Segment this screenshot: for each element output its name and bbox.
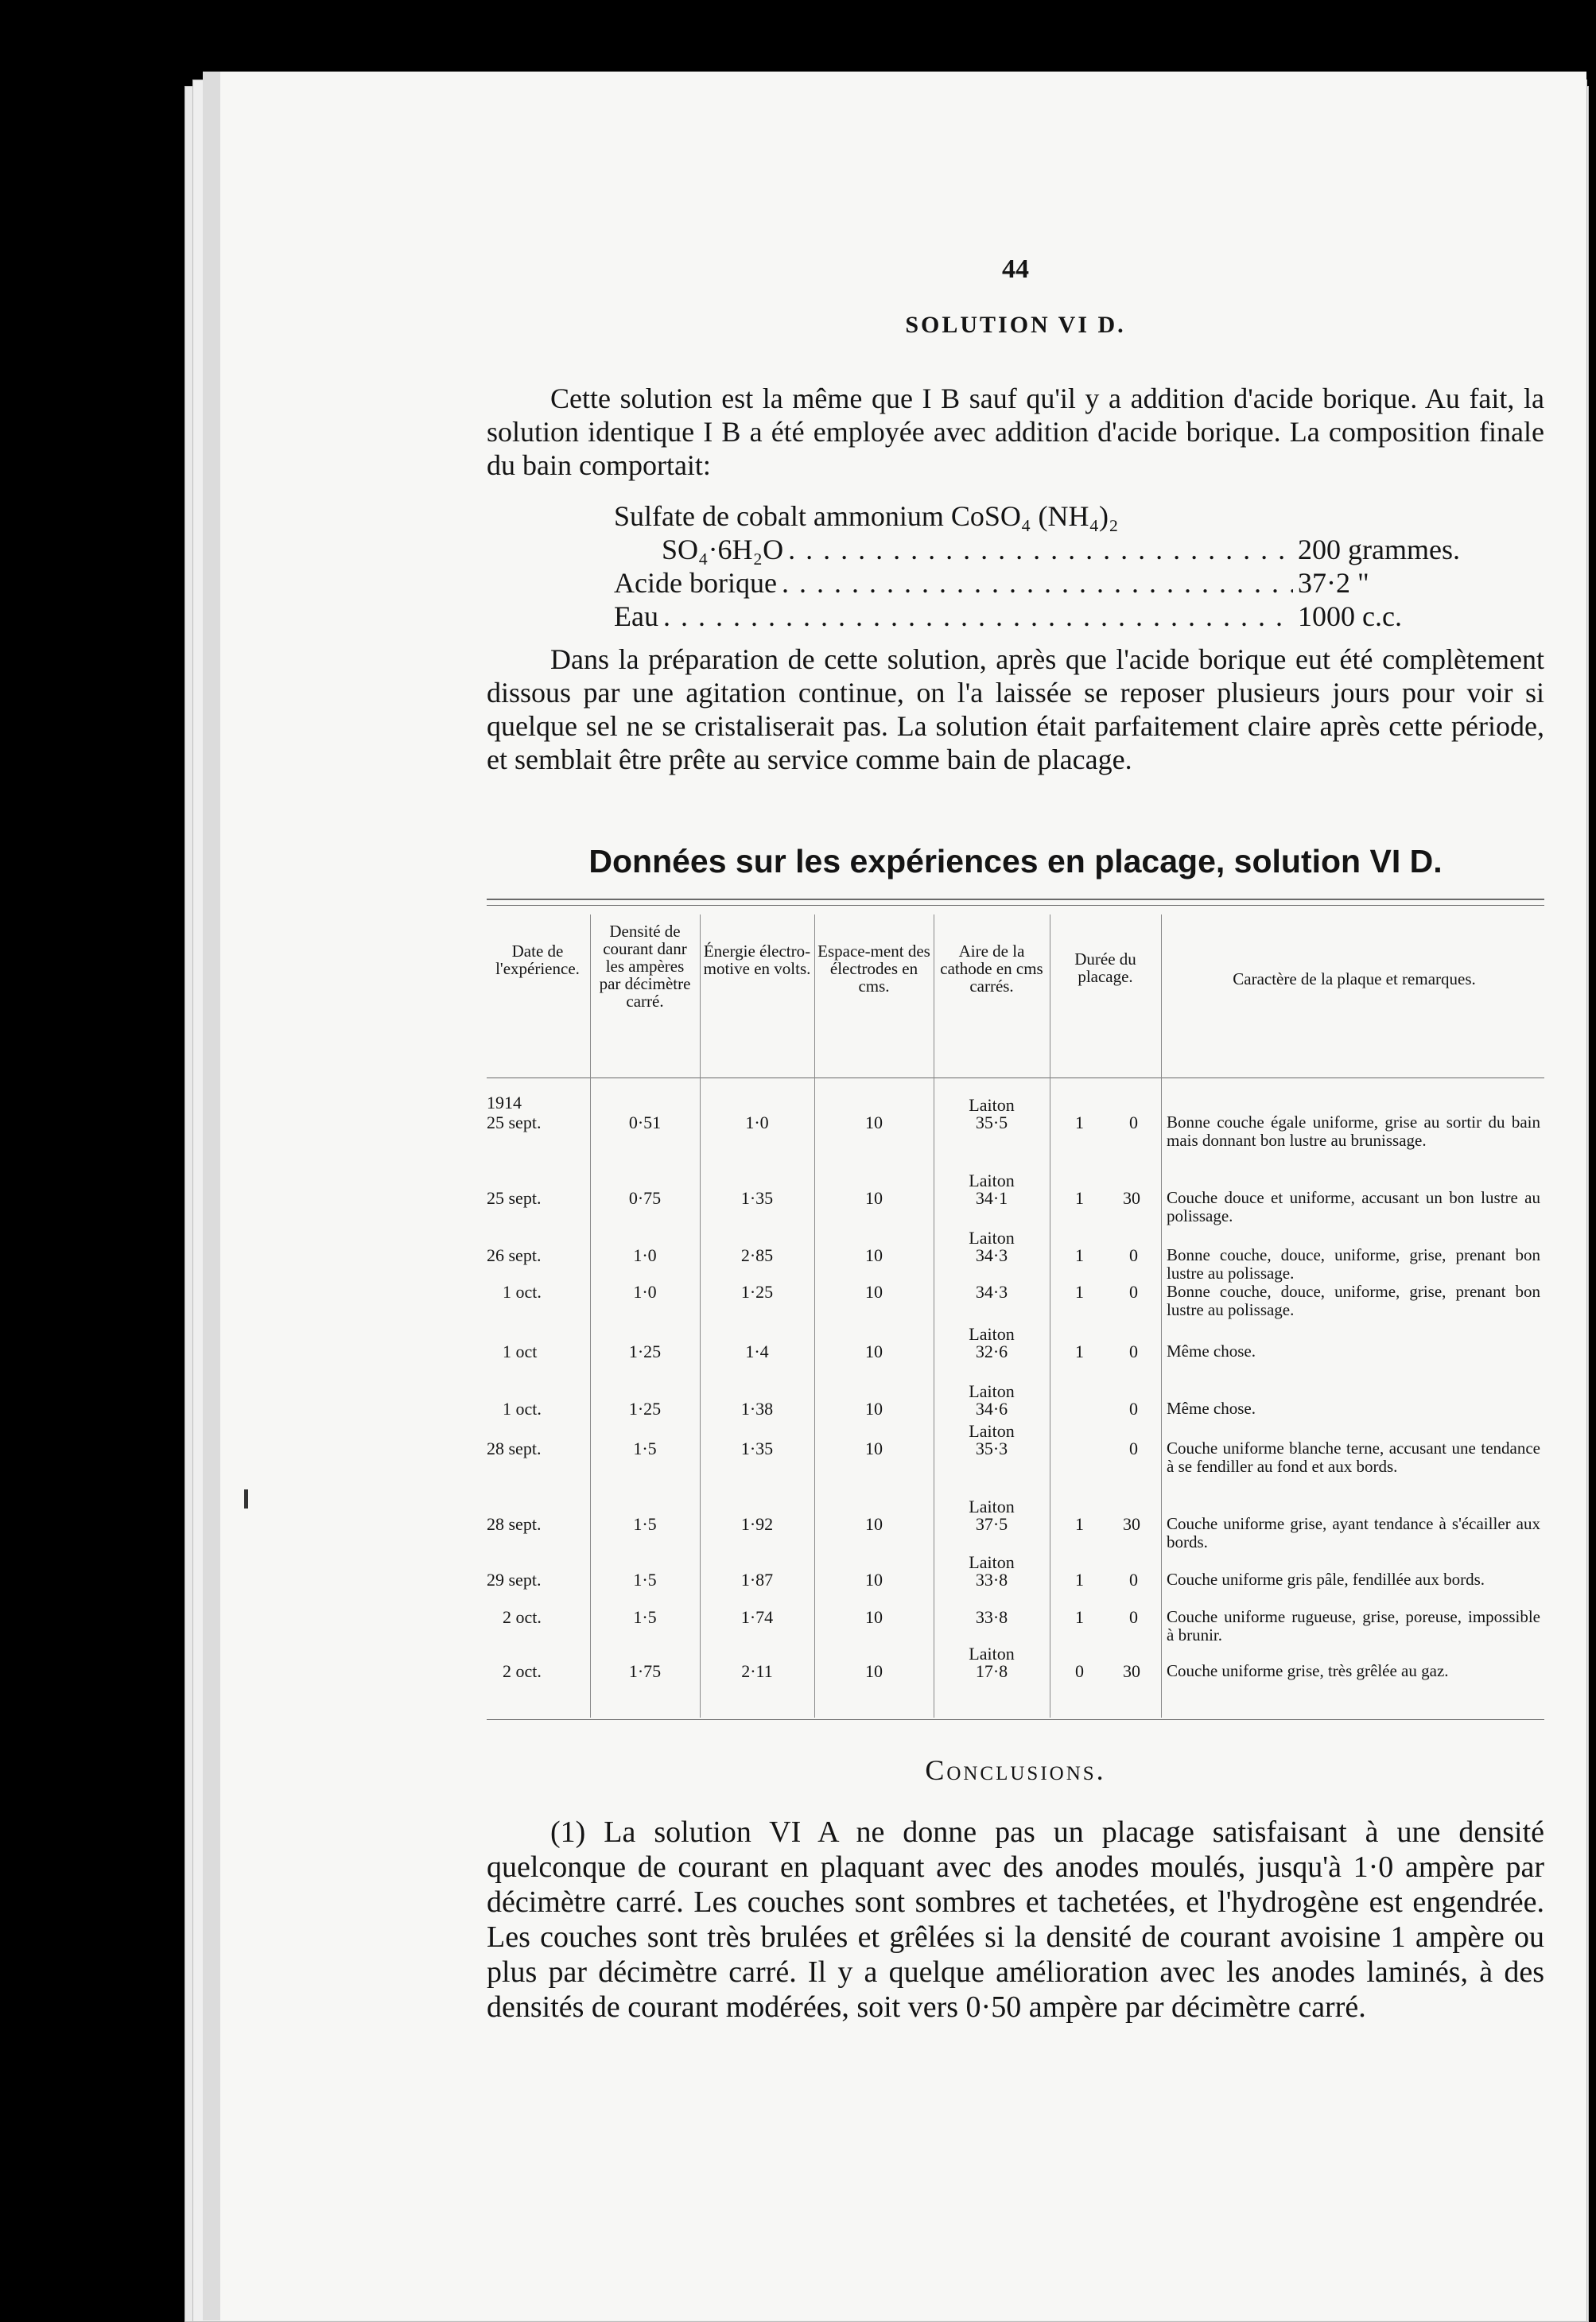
table-row-area: 33·8: [975, 1570, 1008, 1590]
table-row-volts: 2·85: [740, 1245, 774, 1265]
table-row-spacing: 10: [865, 1112, 883, 1132]
table-row-remarks: Même chose.: [1167, 1342, 1256, 1361]
table-row-density: 1·0: [633, 1245, 657, 1265]
composition-value: 1000 c.c.: [1298, 600, 1402, 632]
table-row-spacing: 10: [865, 1188, 883, 1208]
table-row-density: 1·75: [628, 1661, 662, 1681]
leader-dots: [663, 600, 1293, 633]
table-row-spacing: 10: [865, 1342, 883, 1361]
table-row-minutes: 30: [1123, 1514, 1140, 1534]
table-row-area: 17·8: [975, 1661, 1008, 1681]
table-row-minutes: 0: [1129, 1607, 1138, 1627]
table-row-density: 1·0: [633, 1282, 657, 1302]
composition-list: [614, 499, 1497, 633]
table-year: 1914: [487, 1093, 522, 1112]
table-row-remarks: Bonne couche, douce, uniforme, grise, prenant bon lustre au polissage.: [1167, 1282, 1540, 1319]
table-row-metal: Laiton: [969, 1552, 1015, 1572]
table-row-remarks: Couche uniforme rugueuse, grise, poreuse, impossible à brunir.: [1167, 1607, 1540, 1644]
table-row-hours: 1: [1075, 1607, 1084, 1627]
table-row-hours: 1: [1075, 1514, 1084, 1534]
table-row-spacing: 10: [865, 1245, 883, 1265]
table-row-metal: Laiton: [969, 1421, 1015, 1441]
table-row-date: 1 oct.: [503, 1282, 542, 1302]
table-bottom-rule: [487, 1719, 1544, 1720]
column-divider: [590, 914, 591, 1718]
table-row-remarks: Bonne couche, douce, uniforme, grise, prenant bon lustre au polissage.: [1167, 1245, 1540, 1283]
column-header-volts: Énergie électro-motive en volts.: [703, 942, 811, 978]
table-row-minutes: 0: [1129, 1245, 1138, 1265]
table-row-volts: 1·87: [740, 1570, 774, 1590]
margin-mark: [244, 1489, 248, 1509]
table-row-area: 33·8: [975, 1607, 1008, 1627]
table-row-date: 28 sept.: [487, 1439, 542, 1458]
composition-label: SO₄·6H₂O: [662, 534, 784, 565]
preparation-paragraph-text: Dans la préparation de cette solution, après que l'acide borique eut été complètement dissous par une agitation continue, on l'a laissée se reposer plusieurs jours pour voir si quelque sel ne se cristaliserait pas. La solution était parfaitement claire après cette période, et semblait être prête au service comme bain de placage.: [487, 643, 1544, 775]
table-top-rule: [487, 899, 1544, 900]
table-row-remarks: Bonne couche égale uniforme, grise au sortir du bain mais donnant bon lustre au brunissage.: [1167, 1112, 1540, 1150]
table-row-volts: 1·0: [745, 1112, 769, 1132]
table-row-area: 32·6: [975, 1342, 1008, 1361]
table-row-date: 25 sept.: [487, 1112, 542, 1132]
table-row-spacing: 10: [865, 1282, 883, 1302]
table-row-density: 1·5: [633, 1439, 657, 1458]
conclusion-paragraph: [487, 1815, 1544, 2025]
table-row-hours: 0: [1075, 1661, 1084, 1681]
table-row-area: 34·3: [975, 1282, 1008, 1302]
composition-value: 200 grammes.: [1298, 534, 1460, 565]
table-row-date: 28 sept.: [487, 1514, 542, 1534]
table-row-volts: 1·35: [740, 1188, 774, 1208]
column-divider: [1161, 914, 1162, 1718]
table-row-density: 0·75: [628, 1188, 662, 1208]
table-row-volts: 1·35: [740, 1439, 774, 1458]
column-header-date: Date de l'expérience.: [495, 942, 580, 978]
table-row-hours: 1: [1075, 1342, 1084, 1361]
table-row-hours: 1: [1075, 1245, 1084, 1265]
table-row-minutes: 30: [1123, 1661, 1140, 1681]
page-spine-shadow: [203, 72, 220, 2320]
composition-label: Acide borique: [614, 567, 777, 599]
table-row-minutes: 0: [1129, 1282, 1138, 1302]
table-row-remarks: Couche uniforme blanche terne, accusant une tendance à se fendiller au fond et aux bords.: [1167, 1439, 1540, 1476]
table-row-volts: 1·4: [745, 1342, 769, 1361]
leader-dots: [782, 566, 1293, 600]
table-row-remarks: Couche uniforme grise, ayant tendance à s'écailler aux bords.: [1167, 1514, 1540, 1551]
composition-item: [614, 566, 1497, 600]
preparation-paragraph: [487, 643, 1544, 776]
table-row-metal: Laiton: [969, 1095, 1015, 1115]
table-row-hours: 1: [1075, 1112, 1084, 1132]
leader-dots: [788, 533, 1293, 566]
table-row-volts: 1·25: [740, 1282, 774, 1302]
intro-paragraph: [487, 382, 1544, 482]
table-row-density: 1·5: [633, 1570, 657, 1590]
table-row-volts: 1·74: [740, 1607, 774, 1627]
table-row-metal: Laiton: [969, 1171, 1015, 1190]
table-row-density: 0·51: [628, 1112, 662, 1132]
table-row-spacing: 10: [865, 1570, 883, 1590]
table-row-area: 34·3: [975, 1245, 1008, 1265]
table-row-metal: Laiton: [969, 1228, 1015, 1248]
table-row-spacing: 10: [865, 1514, 883, 1534]
table-row-hours: 1: [1075, 1188, 1084, 1208]
table-row-volts: 1·38: [740, 1399, 774, 1419]
column-header-duration: Durée du placage.: [1074, 949, 1136, 986]
table-row-minutes: 0: [1129, 1399, 1138, 1419]
conclusions-heading: Conclusions.: [925, 1754, 1106, 1786]
table-row-date: 29 sept.: [487, 1570, 542, 1590]
column-header-remarks: Caractère de la plaque et remarques.: [1233, 969, 1476, 988]
table-row-area: 35·5: [975, 1112, 1008, 1132]
intro-paragraph-text: Cette solution est la même que I B sauf qu'il y a addition d'acide borique. Au fait, la solution identique I B a été employée avec addition d'acide borique. La composition finale du bain comportait:: [487, 382, 1544, 481]
column-header-spacing: Espace-ment des électrodes en cms.: [817, 942, 930, 996]
table-row-metal: Laiton: [969, 1497, 1015, 1516]
table-title: Données sur les expériences en placage, solution VI D.: [588, 843, 1443, 879]
table-row-density: 1·25: [628, 1342, 662, 1361]
table-row-area: 34·6: [975, 1399, 1008, 1419]
table-top-rule: [487, 905, 1544, 906]
table-row-minutes: 0: [1129, 1439, 1138, 1458]
table-row-density: 1·25: [628, 1399, 662, 1419]
composition-item: [614, 600, 1497, 633]
table-row-remarks: Couche uniforme grise, très grêlée au gaz.: [1167, 1661, 1449, 1680]
table-row-metal: Laiton: [969, 1644, 1015, 1664]
conclusion-paragraph-text: (1) La solution VI A ne donne pas un placage satisfaisant à une densité quelconque de courant en plaquant avec des anodes moulés, jusqu'à 1·0 ampère par décimètre carré. Les couches sont sombres et tachetées, et l'hydrogène est engendrée. Les couches sont très brulées et grêlées si la densité de courant avoisine 1 ampère ou plus par décimètre carré. Il y a quelque amélioration avec les anodes laminés, à des densités de courant modérées, soit vers 0·50 ampère par décimètre carré.: [487, 1815, 1544, 2024]
table-row-area: 37·5: [975, 1514, 1008, 1534]
table-row-remarks: Couche douce et uniforme, accusant un bon lustre au polissage.: [1167, 1188, 1540, 1225]
table-row-date: 2 oct.: [503, 1661, 542, 1681]
table-row-area: 34·1: [975, 1188, 1008, 1208]
table-row-volts: 1·92: [740, 1514, 774, 1534]
table-row-metal: Laiton: [969, 1324, 1015, 1344]
table-row-remarks: Même chose.: [1167, 1399, 1256, 1418]
table-row-date: 26 sept.: [487, 1245, 542, 1265]
table-row-spacing: 10: [865, 1399, 883, 1419]
table-row-area: 35·3: [975, 1439, 1008, 1458]
composition-value: 37·2 ": [1298, 567, 1369, 599]
table-row-minutes: 0: [1129, 1112, 1138, 1132]
table-row-hours: 1: [1075, 1570, 1084, 1590]
table-row-density: 1·5: [633, 1514, 657, 1534]
composition-item: [614, 533, 1497, 566]
column-header-density: Densité de courant danr les ampères par décimètre carré.: [599, 922, 691, 1011]
table-row-hours: 1: [1075, 1282, 1084, 1302]
column-divider: [814, 914, 815, 1718]
composition-item: [614, 499, 1497, 533]
table-row-spacing: 10: [865, 1439, 883, 1458]
composition-label: Sulfate de cobalt ammonium CoSO₄ (NH₄)₂: [614, 500, 1119, 532]
table-row-date: 2 oct.: [503, 1607, 542, 1627]
table-row-minutes: 0: [1129, 1342, 1138, 1361]
table-row-date: 1 oct: [503, 1342, 538, 1361]
table-row-volts: 2·11: [741, 1661, 773, 1681]
table-row-minutes: 30: [1123, 1188, 1140, 1208]
page-number: 44: [1002, 254, 1029, 284]
table-row-minutes: 0: [1129, 1570, 1138, 1590]
table-row-remarks: Couche uniforme gris pâle, fendillée aux bords.: [1167, 1570, 1485, 1589]
column-divider: [700, 914, 701, 1718]
table-row-date: 25 sept.: [487, 1188, 542, 1208]
section-title: SOLUTION VI D.: [905, 312, 1126, 338]
table-row-metal: Laiton: [969, 1381, 1015, 1401]
table-row-spacing: 10: [865, 1607, 883, 1627]
table-row-date: 1 oct.: [503, 1399, 542, 1419]
column-header-area: Aire de la cathode en cms carrés.: [940, 942, 1043, 996]
table-row-spacing: 10: [865, 1661, 883, 1681]
table-row-density: 1·5: [633, 1607, 657, 1627]
composition-label: Eau: [614, 600, 658, 632]
